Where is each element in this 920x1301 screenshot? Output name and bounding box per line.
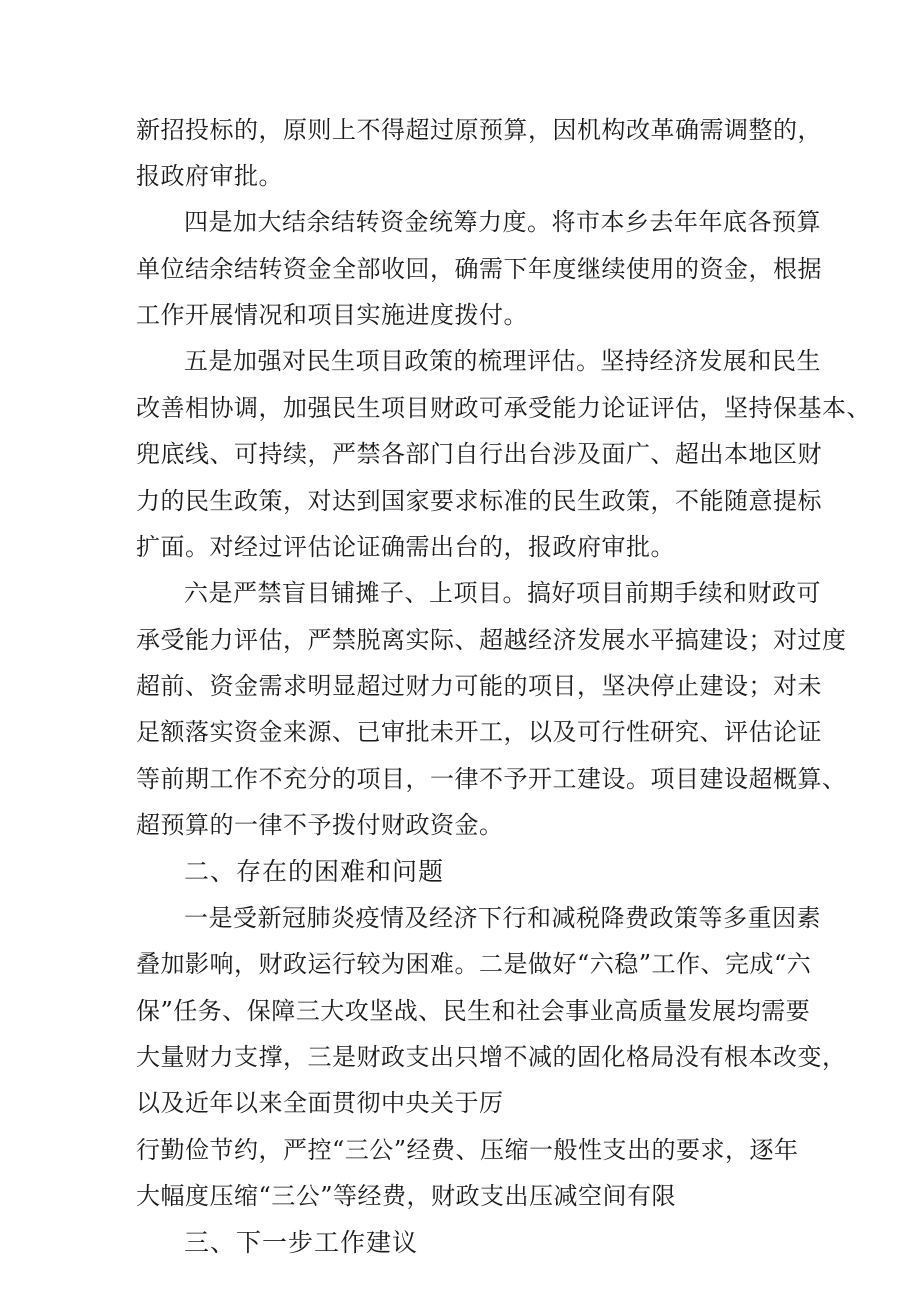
text-line: 以及近年以来全面贯彻中央关于厉 <box>136 1089 504 1117</box>
text-line: 承受能力评估，严禁脱离实际、超越经济发展水平搞建设；对过度 <box>136 626 847 654</box>
paragraph-start: 四是加大结余结转资金统筹力度。将市本乡去年年底各预算 <box>184 208 821 236</box>
text-line: 足额落实资金来源、已审批未开工，以及可行性研究、评估论证 <box>136 718 822 746</box>
text-line: 大幅度压缩“三公”等经费，财政支出压减空间有限 <box>136 1182 677 1210</box>
text-line: 超前、资金需求明显超过财力可能的项目，坚决停止建设；对未 <box>136 672 822 700</box>
section-heading: 三、下一步工作建议 <box>184 1228 419 1257</box>
text-line: 叠加影响，财政运行较为困难。二是做好“六稳”工作、完成“六 <box>136 950 812 978</box>
text-line: 超预算的一律不予拨付财政资金。 <box>136 811 504 839</box>
text-line: 报政府审批。 <box>136 162 283 190</box>
text-line: 改善相协调，加强民生项目财政可承受能力论证评估，坚持保基本、 <box>136 394 871 422</box>
text-line: 大量财力支撑，三是财政支出只增不减的固化格局没有根本改变， <box>136 1043 847 1071</box>
paragraph-start: 五是加强对民生项目政策的梳理评估。坚持经济发展和民生 <box>184 347 821 375</box>
paragraph-start: 一是受新冠肺炎疫情及经济下行和减税降费政策等多重因素 <box>184 904 821 932</box>
text-line: 单位结余结转资金全部收回，确需下年度继续使用的资金，根据 <box>136 255 822 283</box>
paragraph-start: 六是严禁盲目铺摊子、上项目。搞好项目前期手续和财政可 <box>184 579 821 607</box>
text-line: 行勤俭节约，严控“三公”经费、压缩一般性支出的要求，逐年 <box>136 1136 799 1164</box>
text-line: 新招投标的，原则上不得超过原预算，因机构改革确需调整的， <box>136 116 822 144</box>
text-line: 等前期工作不充分的项目，一律不予开工建设。项目建设超概算、 <box>136 765 847 793</box>
text-line: 力的民生政策，对达到国家要求标准的民生政策，不能随意提标 <box>136 487 822 515</box>
text-line: 扩面。对经过评估论证确需出台的，报政府审批。 <box>136 533 675 561</box>
text-line: 保”任务、保障三大攻坚战、民生和社会事业高质量发展均需要 <box>136 997 811 1025</box>
text-line: 兜底线、可持续，严禁各部门自行出台涉及面广、超出本地区财 <box>136 440 822 468</box>
text-line: 工作开展情况和项目实施进度拨付。 <box>136 301 528 329</box>
section-heading: 二、存在的困难和问题 <box>184 857 445 886</box>
